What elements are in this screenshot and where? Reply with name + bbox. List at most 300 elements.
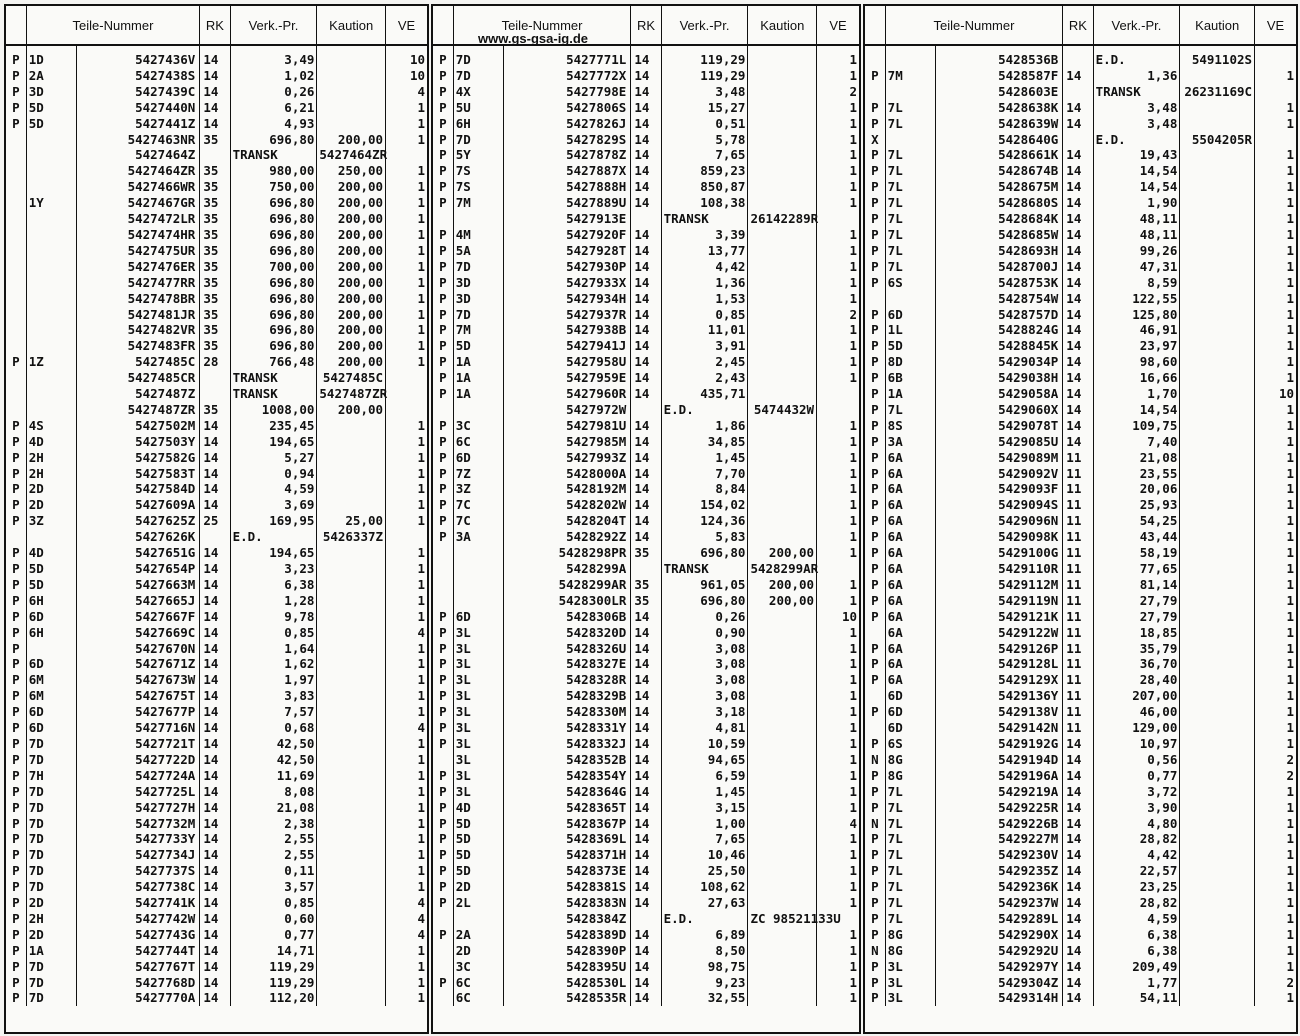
status-flag: P (865, 911, 885, 927)
rk-code: 14 (631, 481, 661, 497)
deposit (1180, 784, 1255, 800)
rk-code: 14 (1063, 784, 1093, 800)
type-code: 6A (885, 656, 935, 672)
pack-unit: 1 (849, 879, 857, 895)
rk-code: 35 (200, 291, 230, 307)
pack-unit: 1 (849, 147, 857, 163)
status-flag: P (433, 386, 453, 402)
status-flag: N (865, 943, 885, 959)
deposit (1180, 816, 1255, 832)
type-code (453, 593, 503, 609)
pack-unit: 1 (849, 735, 857, 751)
type-code: 3D (453, 291, 503, 307)
table-row (433, 656, 859, 672)
deposit (748, 816, 817, 832)
type-code (26, 338, 76, 354)
rk-code: 35 (200, 179, 230, 195)
deposit (1180, 831, 1255, 847)
part-number: 5427737S (77, 863, 200, 879)
part-number: 5427958U (504, 354, 631, 370)
sale-price: 696,80 (230, 195, 317, 211)
pack-unit: 1 (1286, 783, 1294, 799)
rk-code: 14 (1063, 927, 1093, 943)
rk-code: 14 (1063, 434, 1093, 450)
rk-code (631, 211, 661, 227)
part-number: 5427474HR (77, 227, 200, 243)
table-row (6, 513, 427, 529)
rk-code: 11 (1063, 609, 1093, 625)
part-number: 5427985M (504, 434, 631, 450)
type-code: 7L (885, 259, 935, 275)
part-number: 5427675T (77, 688, 200, 704)
status-flag: P (433, 672, 453, 688)
part-number: 5427768D (77, 975, 200, 991)
deposit: 200,00 (317, 211, 386, 227)
status-flag: P (433, 497, 453, 513)
table-row (433, 943, 859, 959)
status-flag: P (865, 879, 885, 895)
type-code: 5D (26, 577, 76, 593)
part-number: 5429078T (936, 418, 1063, 434)
replacement-note: TRANSK (1093, 84, 1180, 100)
sale-price: 124,36 (661, 513, 748, 529)
pack-unit: 1 (849, 52, 857, 67)
type-code: 2D (26, 497, 76, 513)
status-flag: P (433, 784, 453, 800)
status-flag: P (433, 179, 453, 195)
part-number: 5428204T (504, 513, 631, 529)
pack-unit: 1 (1286, 815, 1294, 831)
status-flag: P (433, 466, 453, 482)
part-number: 5428536B (936, 45, 1063, 68)
rk-code: 35 (200, 402, 230, 418)
rk-code: 11 (1063, 720, 1093, 736)
rk-code: 14 (631, 370, 661, 386)
deposit (1180, 354, 1255, 370)
deposit (748, 943, 817, 959)
part-number: 5427438S (77, 68, 200, 84)
pack-unit: 1 (1286, 258, 1294, 274)
replacement-part-number: 5427464ZR (317, 147, 386, 163)
status-flag: P (865, 386, 885, 402)
sale-price: 696,80 (230, 132, 317, 148)
sale-price: 1,86 (661, 418, 748, 434)
part-number: 5429304Z (936, 975, 1063, 991)
part-number: 5427472LR (77, 211, 200, 227)
status-flag: P (6, 68, 26, 84)
table-row (433, 736, 859, 752)
type-code: 7L (885, 831, 935, 847)
deposit (317, 736, 386, 752)
deposit (1180, 179, 1255, 195)
sale-price: 435,71 (661, 386, 748, 402)
pack-unit: 1 (1286, 322, 1294, 338)
status-flag: P (865, 513, 885, 529)
sale-price: 11,01 (661, 322, 748, 338)
sale-price: 700,00 (230, 259, 317, 275)
rk-code: 14 (1063, 800, 1093, 816)
status-flag (865, 720, 885, 736)
pack-unit: 1 (1286, 401, 1294, 417)
type-code: 7Z (453, 466, 503, 482)
deposit (1180, 147, 1255, 163)
pack-unit: 4 (417, 720, 425, 736)
part-number: 5428329B (504, 688, 631, 704)
part-number: 5429227M (936, 831, 1063, 847)
table-row (433, 354, 859, 370)
table-row (6, 927, 427, 943)
deposit (748, 179, 817, 195)
table-row (433, 481, 859, 497)
deposit (1180, 895, 1255, 911)
table-row (433, 68, 859, 84)
table-row (433, 688, 859, 704)
sale-price: 3,48 (1093, 116, 1180, 132)
deposit (1180, 370, 1255, 386)
table-row (433, 959, 859, 975)
status-flag: P (865, 927, 885, 943)
status-flag: P (433, 895, 453, 911)
pack-unit: 1 (1286, 274, 1294, 290)
sale-price: 98,60 (1093, 354, 1180, 370)
deposit (1180, 847, 1255, 863)
sale-price: 98,75 (661, 959, 748, 975)
pack-unit (817, 211, 859, 227)
table-row (6, 529, 427, 545)
table-row (433, 275, 859, 291)
deposit (748, 116, 817, 132)
rk-code: 14 (200, 688, 230, 704)
type-code: 3C (453, 418, 503, 434)
type-code: 5D (453, 338, 503, 354)
rk-code: 14 (631, 641, 661, 657)
table-row (865, 609, 1296, 625)
deposit (1180, 402, 1255, 418)
type-code: 7D (26, 990, 76, 1006)
type-code: 5D (26, 116, 76, 132)
status-flag: P (865, 450, 885, 466)
rk-code: 11 (1063, 704, 1093, 720)
sale-price: 81,14 (1093, 577, 1180, 593)
part-number: 5427771L (504, 45, 631, 68)
pack-unit: 1 (1286, 624, 1294, 640)
rk-code: 14 (200, 84, 230, 100)
rk-code: 14 (200, 847, 230, 863)
status-flag: P (865, 259, 885, 275)
pack-unit: 1 (417, 656, 425, 672)
deposit (317, 625, 386, 641)
status-flag (433, 545, 453, 561)
type-code: 5Y (453, 147, 503, 163)
replacement-note: E.D. (1093, 45, 1180, 68)
status-flag: P (433, 927, 453, 943)
sale-price: 696,80 (230, 211, 317, 227)
part-number: 5427670N (77, 641, 200, 657)
pack-unit: 1 (849, 179, 857, 195)
status-flag: P (6, 752, 26, 768)
status-flag: P (433, 975, 453, 991)
rk-code: 14 (1063, 990, 1093, 1006)
type-code: 6C (453, 990, 503, 1006)
pack-unit (817, 402, 859, 418)
rk-code: 11 (1063, 450, 1093, 466)
deposit (748, 370, 817, 386)
type-code: 6A (885, 561, 935, 577)
part-number: 5428202W (504, 497, 631, 513)
status-flag: P (433, 720, 453, 736)
pack-unit: 1 (1286, 720, 1294, 736)
rk-code: 14 (200, 545, 230, 561)
status-flag (6, 402, 26, 418)
rk-code: 14 (200, 720, 230, 736)
pack-unit: 2 (849, 306, 857, 322)
rk-code: 14 (1063, 943, 1093, 959)
pack-unit: 1 (417, 481, 425, 497)
sale-price: 3,08 (661, 672, 748, 688)
part-number: 5427669C (77, 625, 200, 641)
replacement-part-number: 5427487ZR (317, 386, 386, 402)
part-number: 5427466WR (77, 179, 200, 195)
sale-price: 1008,00 (230, 402, 317, 418)
part-number: 5428320D (504, 625, 631, 641)
deposit (748, 831, 817, 847)
type-code (26, 386, 76, 402)
table-row (433, 513, 859, 529)
table-row (865, 879, 1296, 895)
pack-unit: 1 (417, 322, 425, 338)
pack-unit: 1 (417, 799, 425, 815)
sale-price: 859,23 (661, 163, 748, 179)
deposit (748, 736, 817, 752)
status-flag: P (6, 895, 26, 911)
pack-unit: 1 (1286, 926, 1294, 942)
deposit: 200,00 (748, 545, 817, 561)
deposit (748, 513, 817, 529)
rk-code: 14 (1063, 163, 1093, 179)
type-code: 1L (885, 322, 935, 338)
header-rk: RK (631, 6, 661, 45)
part-number: 5427878Z (504, 147, 631, 163)
deposit (1180, 100, 1255, 116)
header-part-number: Teile-Nummer (26, 6, 200, 45)
part-number: 5428369L (504, 831, 631, 847)
part-number: 5427502M (77, 418, 200, 434)
status-flag: P (6, 609, 26, 625)
deposit (748, 434, 817, 450)
sale-price: 129,00 (1093, 720, 1180, 736)
replacement-note: E.D. (230, 529, 317, 545)
type-code: 7D (453, 132, 503, 148)
status-flag: P (6, 561, 26, 577)
sale-price: 7,65 (661, 831, 748, 847)
table-row (6, 370, 427, 386)
header-rk: RK (200, 6, 230, 45)
part-number: 5428845K (936, 338, 1063, 354)
deposit: 200,00 (317, 259, 386, 275)
pack-unit: 1 (1286, 990, 1294, 1006)
pack-unit: 1 (1286, 704, 1294, 720)
deposit: 200,00 (748, 577, 817, 593)
pack-unit: 1 (1286, 242, 1294, 258)
pack-unit: 1 (849, 338, 857, 354)
rk-code: 14 (1063, 68, 1093, 84)
table-row (865, 45, 1296, 68)
type-code: 3L (453, 625, 503, 641)
deposit (1180, 688, 1255, 704)
deposit (1180, 704, 1255, 720)
deposit (748, 752, 817, 768)
table-row (865, 513, 1296, 529)
pack-unit: 1 (1286, 910, 1294, 926)
deposit (317, 609, 386, 625)
rk-code: 14 (200, 450, 230, 466)
deposit: 200,00 (317, 354, 386, 370)
part-number: 5427665J (77, 593, 200, 609)
status-flag: P (865, 704, 885, 720)
status-flag: P (6, 688, 26, 704)
deposit (748, 927, 817, 943)
part-number: 5429094S (936, 497, 1063, 513)
type-code: 7D (26, 959, 76, 975)
type-code: 1A (453, 370, 503, 386)
parts-table (865, 6, 1296, 1006)
deposit (1180, 386, 1255, 402)
sale-price: 119,29 (661, 45, 748, 68)
status-flag (433, 577, 453, 593)
table-row (865, 816, 1296, 832)
table-row (6, 831, 427, 847)
part-number: 5429136Y (936, 688, 1063, 704)
rk-code: 14 (200, 879, 230, 895)
status-flag: P (865, 402, 885, 418)
table-row (6, 418, 427, 434)
rk-code: 35 (200, 307, 230, 323)
status-flag: P (865, 418, 885, 434)
sale-price: 3,83 (230, 688, 317, 704)
status-flag: P (865, 434, 885, 450)
deposit (1180, 481, 1255, 497)
type-code: 3L (453, 768, 503, 784)
table-row (865, 911, 1296, 927)
type-code: 6C (453, 434, 503, 450)
table-row (865, 227, 1296, 243)
sale-price: 7,70 (661, 466, 748, 482)
part-number: 5427485CR (77, 370, 200, 386)
rk-code: 14 (200, 816, 230, 832)
pack-unit: 1 (1286, 529, 1294, 545)
status-flag: P (433, 147, 453, 163)
part-number: 5429219A (936, 784, 1063, 800)
part-number: 5427733Y (77, 831, 200, 847)
replacement-note: TRANSK (230, 147, 317, 163)
pack-unit: 1 (849, 688, 857, 704)
sale-price: 0,85 (661, 307, 748, 323)
status-flag (6, 529, 26, 545)
table-row (865, 259, 1296, 275)
table-row (6, 84, 427, 100)
table-row (6, 466, 427, 482)
type-code: 6A (885, 529, 935, 545)
part-number: 5427477RR (77, 275, 200, 291)
rk-code: 11 (1063, 481, 1093, 497)
deposit (317, 497, 386, 513)
sale-price: 750,00 (230, 179, 317, 195)
type-code: 6D (885, 688, 935, 704)
table-row (865, 847, 1296, 863)
rk-code: 14 (631, 227, 661, 243)
table-row (6, 497, 427, 513)
part-number: 5427487ZR (77, 402, 200, 418)
sale-price: 48,11 (1093, 227, 1180, 243)
deposit (317, 481, 386, 497)
table-row (865, 625, 1296, 641)
pack-unit: 1 (849, 99, 857, 115)
part-number: 5429230V (936, 847, 1063, 863)
status-flag: P (865, 641, 885, 657)
part-number: 5429058A (936, 386, 1063, 402)
status-flag: P (433, 513, 453, 529)
part-number: 5427475UR (77, 243, 200, 259)
status-flag: N (865, 752, 885, 768)
status-flag: P (865, 959, 885, 975)
deposit (317, 466, 386, 482)
part-number: 5428390P (504, 943, 631, 959)
status-flag: P (6, 816, 26, 832)
sale-price: 0,85 (230, 625, 317, 641)
part-number: 5427663M (77, 577, 200, 593)
status-flag: P (6, 736, 26, 752)
sale-price: 11,69 (230, 768, 317, 784)
replacement-part-number: 5426337Z (317, 529, 386, 545)
type-code: 7C (453, 497, 503, 513)
rk-code: 14 (1063, 307, 1093, 323)
table-row (865, 100, 1296, 116)
part-number: 5427734J (77, 847, 200, 863)
status-flag: P (865, 370, 885, 386)
deposit (748, 68, 817, 84)
status-flag: P (433, 291, 453, 307)
table-row (433, 990, 859, 1006)
sale-price: 0,26 (661, 609, 748, 625)
status-flag: P (6, 831, 26, 847)
rk-code (200, 386, 230, 402)
sale-price: 8,84 (661, 481, 748, 497)
status-flag (433, 943, 453, 959)
sale-price: 36,70 (1093, 656, 1180, 672)
rk-code: 14 (200, 481, 230, 497)
pack-unit: 10 (409, 52, 425, 67)
part-number: 5427724A (77, 768, 200, 784)
deposit (317, 752, 386, 768)
sale-price: 0,26 (230, 84, 317, 100)
part-number: 5428753K (936, 275, 1063, 291)
deposit (1180, 497, 1255, 513)
status-flag: P (433, 450, 453, 466)
rk-code: 14 (631, 831, 661, 847)
part-number: 5429034P (936, 354, 1063, 370)
part-number: 5427583T (77, 466, 200, 482)
status-flag: P (433, 116, 453, 132)
sale-price: 6,59 (661, 768, 748, 784)
pack-unit: 1 (849, 974, 857, 990)
deposit (748, 704, 817, 720)
part-number: 5427941J (504, 338, 631, 354)
part-number: 5428365T (504, 800, 631, 816)
part-number: 5428299AR (504, 577, 631, 593)
table-row (433, 322, 859, 338)
pack-unit (1255, 84, 1296, 100)
part-number: 5429112M (936, 577, 1063, 593)
